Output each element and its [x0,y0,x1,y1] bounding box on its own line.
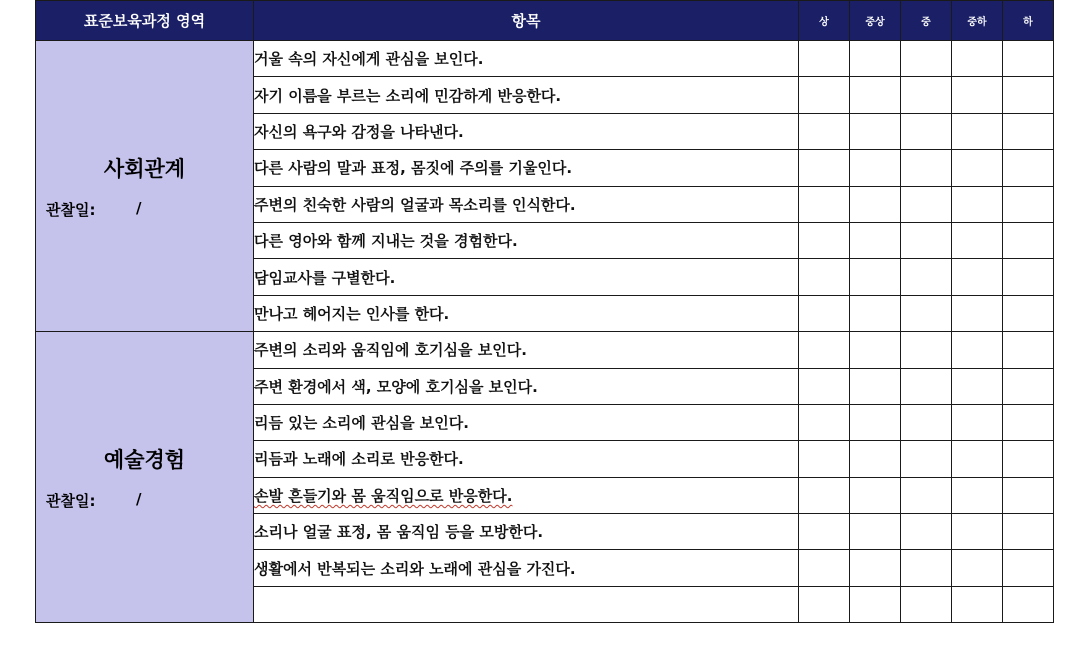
item-text [254,586,799,622]
item-text: 생활에서 반복되는 소리와 노래에 관심을 가진다. [254,550,799,586]
rating-cell[interactable] [850,77,901,113]
rating-cell[interactable] [952,41,1003,77]
item-text [254,477,799,513]
rating-cell[interactable] [952,441,1003,477]
rating-cell[interactable] [1003,150,1054,186]
rating-cell[interactable] [952,186,1003,222]
rating-cell[interactable] [850,332,901,368]
rating-cell[interactable] [850,477,901,513]
rating-cell[interactable] [901,332,952,368]
rating-cell[interactable] [901,404,952,440]
item-text: 주변의 소리와 움직임에 호기심을 보인다. [254,332,799,368]
item-text: 거울 속의 자신에게 관심을 보인다. [254,41,799,77]
rating-cell[interactable] [850,441,901,477]
item-text: 자기 이름을 부르는 소리에 민감하게 반응한다. [254,77,799,113]
rating-cell[interactable] [901,41,952,77]
rating-cell[interactable] [952,586,1003,622]
observe-date-separator: / [136,489,142,508]
rating-cell[interactable] [850,113,901,149]
rating-cell[interactable] [952,368,1003,404]
rating-cell[interactable] [799,514,850,550]
item-text: 리듬 있는 소리에 관심을 보인다. [254,404,799,440]
header-area: 표준보육과정 영역 [36,1,254,41]
rating-cell[interactable] [901,550,952,586]
header-level-mid-high: 중상 [850,1,901,41]
observe-date [36,199,253,220]
rating-cell[interactable] [952,550,1003,586]
observe-date-label: 관찰일: [46,491,96,510]
rating-cell[interactable] [1003,441,1054,477]
header-level-mid: 중 [901,1,952,41]
rating-cell[interactable] [1003,295,1054,331]
rating-cell[interactable] [799,259,850,295]
evaluation-table [35,0,1054,623]
rating-cell[interactable] [901,368,952,404]
table-row [36,332,1054,368]
rating-cell[interactable] [1003,586,1054,622]
rating-cell[interactable] [901,477,952,513]
rating-cell[interactable] [1003,477,1054,513]
rating-cell[interactable] [901,113,952,149]
rating-cell[interactable] [901,514,952,550]
rating-cell[interactable] [1003,514,1054,550]
rating-cell[interactable] [850,259,901,295]
rating-cell[interactable] [799,186,850,222]
rating-cell[interactable] [952,150,1003,186]
rating-cell[interactable] [1003,222,1054,258]
rating-cell[interactable] [799,332,850,368]
area-title: 사회관계 [103,156,186,181]
rating-cell[interactable] [799,77,850,113]
rating-cell[interactable] [901,259,952,295]
header-level-high: 상 [799,1,850,41]
item-text: 자신의 욕구와 감정을 나타낸다. [254,113,799,149]
header-level-mid-low: 중하 [952,1,1003,41]
area-title: 예술경험 [103,447,186,472]
rating-cell[interactable] [850,368,901,404]
rating-cell[interactable] [850,514,901,550]
observe-date [36,490,253,511]
rating-cell[interactable] [1003,77,1054,113]
rating-cell[interactable] [850,295,901,331]
rating-cell[interactable] [1003,368,1054,404]
rating-cell[interactable] [1003,332,1054,368]
rating-cell[interactable] [799,586,850,622]
rating-cell[interactable] [1003,113,1054,149]
rating-cell[interactable] [952,295,1003,331]
rating-cell[interactable] [952,77,1003,113]
rating-cell[interactable] [850,150,901,186]
item-text: 담임교사를 구별한다. [254,259,799,295]
rating-cell[interactable] [799,222,850,258]
rating-cell[interactable] [952,222,1003,258]
rating-cell[interactable] [1003,550,1054,586]
area-cell-art [36,332,254,623]
rating-cell[interactable] [799,41,850,77]
rating-cell[interactable] [1003,259,1054,295]
rating-cell[interactable] [799,368,850,404]
rating-cell[interactable] [952,514,1003,550]
rating-cell[interactable] [1003,186,1054,222]
rating-cell[interactable] [799,441,850,477]
item-text: 리듬과 노래에 소리로 반응한다. [254,441,799,477]
table-row [36,41,1054,77]
observe-date-label: 관찰일: [46,200,96,219]
rating-cell[interactable] [799,113,850,149]
area-cell-social [36,41,254,332]
rating-cell[interactable] [850,404,901,440]
header-row [36,1,1054,41]
observe-date-separator: / [136,198,142,217]
rating-cell[interactable] [901,150,952,186]
rating-cell[interactable] [952,332,1003,368]
rating-cell[interactable] [952,477,1003,513]
rating-cell[interactable] [1003,404,1054,440]
rating-cell[interactable] [799,477,850,513]
rating-cell[interactable] [850,586,901,622]
rating-cell[interactable] [850,222,901,258]
rating-cell[interactable] [799,295,850,331]
item-text: 다른 영아와 함께 지내는 것을 경험한다. [254,222,799,258]
rating-cell[interactable] [901,295,952,331]
header-item: 항목 [254,1,799,41]
rating-cell[interactable] [901,441,952,477]
item-text: 주변의 친숙한 사람의 얼굴과 목소리를 인식한다. [254,186,799,222]
rating-cell[interactable] [850,186,901,222]
rating-cell[interactable] [1003,41,1054,77]
rating-cell[interactable] [901,586,952,622]
rating-cell[interactable] [901,186,952,222]
rating-cell[interactable] [799,550,850,586]
rating-cell[interactable] [952,259,1003,295]
item-text-content: 손발 흔들기와 몸 움직임으로 반응한다. [254,486,513,505]
rating-cell[interactable] [850,550,901,586]
rating-cell[interactable] [952,113,1003,149]
item-text: 다른 사람의 말과 표정, 몸짓에 주의를 기울인다. [254,150,799,186]
item-text: 만나고 헤어지는 인사를 한다. [254,295,799,331]
rating-cell[interactable] [901,77,952,113]
rating-cell[interactable] [952,404,1003,440]
rating-cell[interactable] [850,41,901,77]
header-level-low: 하 [1003,1,1054,41]
item-text: 소리나 얼굴 표정, 몸 움직임 등을 모방한다. [254,514,799,550]
rating-cell[interactable] [799,404,850,440]
rating-cell[interactable] [901,222,952,258]
rating-cell[interactable] [799,150,850,186]
item-text: 주변 환경에서 색, 모양에 호기심을 보인다. [254,368,799,404]
